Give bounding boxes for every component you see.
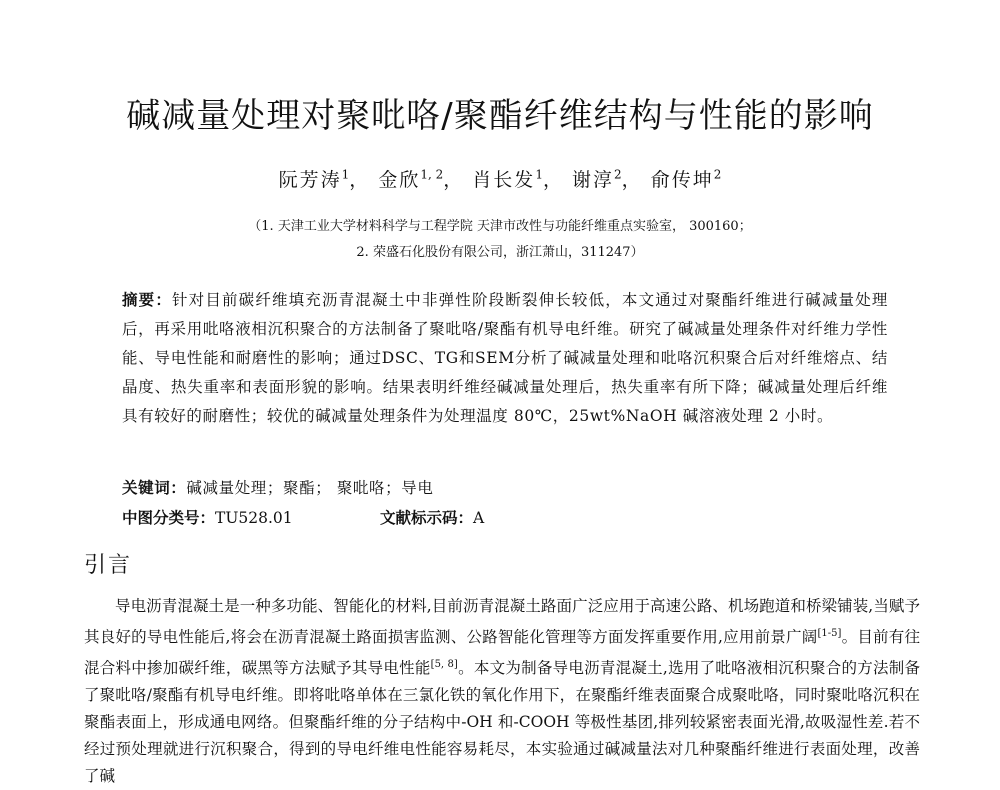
keywords-label: 关键词： [122,479,187,497]
body-text [84,593,920,790]
author-name: 俞传坤 [650,169,714,191]
author-name: 金欣 [378,169,421,191]
author-separator: ， [621,169,643,191]
abstract-text: 针对目前碳纤维填充沥青混凝土中非弹性阶段断裂伸长较低，本文通过对聚酯纤维进行碱减量处理后，再采用吡咯液相沉积聚合的方法制备了聚吡咯/聚酯有机导电纤维。研究了碱减量处理条件对纤维力学性能、导电性能和耐磨性的影响；通过DSC、TG和SEM分析了碱减量处理和吡咯沉积聚合后对纤维熔点、结晶度、热失重率和表面形貌的影响。结果表明纤维经碱减量处理后，热失重率有所下降；碱减量处理后纤维具有较好的耐磨性；较优的碱减量处理条件为处理温度 80℃，25wt%NaOH 碱溶液处理 2 小时。 [122,291,888,425]
body-text-part: 。本文为制备导电沥青混凝土,选用了吡咯液相沉积聚合的方法制备了聚吡咯/聚酯有机导电纤维。即将吡咯单体在三氯化铁的氧化作用下，在聚酯纤维表面聚合成聚吡咯，同时聚吡咯沉积在聚酯表面上，形成通电网络。但聚酯纤维的分子结构中-OH 和-COOH 等极性基团,排列较紧密表面光滑,故吸湿性差.若不经过预处理就进行沉积聚合，得到的导电纤维电性能容易耗尽，本实验通过碱减量法对几种聚酯纤维进行表面处理，改善了碱 [84,659,920,786]
document-code [380,506,484,528]
abstract [122,286,888,431]
author-separator: ， [443,169,465,191]
citation: [1-5] [817,628,842,639]
author-list [0,165,1000,192]
body-paragraph [84,593,920,790]
author-separator: ， [349,169,371,191]
author-affil-mark: 1 [535,167,543,182]
author-separator: ， [542,169,564,191]
author-affil-mark: 2 [713,167,722,182]
doc-code-label: 文献标示码： [380,509,474,527]
abstract-label: 摘要： [122,291,172,309]
affiliation-line-1: （1. 天津工业大学材料科学与工程学院 天津市改性与功能纤维重点实验室， 300160； [248,219,752,234]
affiliation-line-2: 2. 荣盛石化股份有限公司，浙江萧山，311247） [356,245,644,260]
clc-value: TU528.01 [215,509,293,527]
body-text-part: 导电沥青混凝土是一种多功能、智能化的材料,目前沥青混凝土路面广泛应用于高速公路、机场跑道和桥梁铺装,当赋予其良好的导电性能后,将会在沥青混凝土路面损害监测、公路智能化管理等方面发挥重要作用,应用前景广阔 [84,597,920,647]
citation: [5, 8] [430,659,458,671]
classification-code [122,506,293,528]
author-affil-mark: 1, 2 [420,167,444,182]
keywords-text: 碱减量处理；聚酯； 聚吡咯；导电 [186,479,434,497]
keywords [122,476,433,498]
author-affil-mark: 2 [614,167,622,182]
author-affil-mark: 1 [341,167,350,182]
doc-code-value: A [473,509,485,527]
paper-title: 碱减量处理对聚吡咯/聚酯纤维结构与性能的影响 [126,96,874,136]
clc-label: 中图分类号： [122,509,216,527]
author-name: 肖长发 [472,169,536,191]
body-text-part: 。目前有往混合料中掺加碳纤维，碳黑等方法赋予其导电性能 [84,628,920,678]
author-name: 谢淳 [572,169,615,191]
author-name: 阮芳涛 [278,169,342,191]
section-heading: 引言 [84,553,133,578]
